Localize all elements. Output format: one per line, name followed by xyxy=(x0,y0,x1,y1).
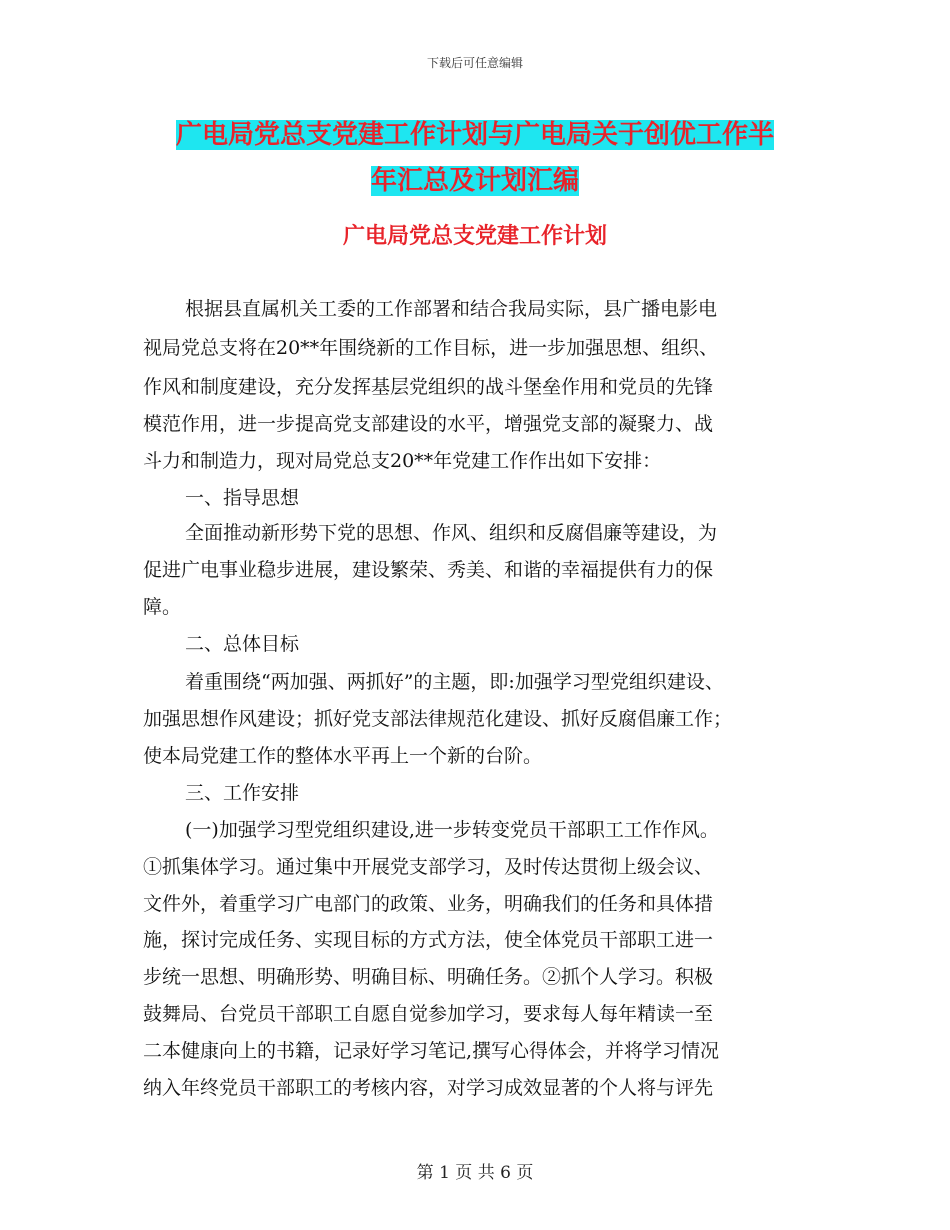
body-line: 障。 xyxy=(143,596,182,618)
heading-work-arrangement: 三、工作安排 xyxy=(185,782,300,804)
body-line: 文件外，着重学习广电部门的政策、业务，明确我们的任务和具体措 xyxy=(143,893,714,915)
document-title-line-1: 广电局党总支党建工作计划与广电局关于创优工作半 xyxy=(175,120,774,150)
body-line: 施，探讨完成任务、实现目标的方式方法，使全体党员干部职工进一 xyxy=(143,929,714,951)
header-note: 下载后可任意编辑 xyxy=(426,56,523,70)
body-line: 使本局党建工作的整体水平再上一个新的台阶。 xyxy=(143,745,543,767)
body-line: (一)加强学习型党组织建设,进一步转变党员干部职工工作作风。 xyxy=(185,819,719,841)
body-line: 二本健康向上的书籍，记录好学习笔记,撰写心得体会，并将学习情况 xyxy=(143,1040,720,1062)
body-line: 斗力和制造力，现对局党总支20**年党建工作作出如下安排： xyxy=(143,450,662,472)
body-line: ①抓集体学习。通过集中开展党支部学习，及时传达贯彻上级会议、 xyxy=(143,856,714,878)
body-line: 根据县直属机关工委的工作部署和结合我局实际，县广播电影电 xyxy=(185,298,718,320)
body-line: 纳入年终党员干部职工的考核内容，对学习成效显著的个人将与评先 xyxy=(143,1077,714,1099)
body-line: 促进广电事业稳步进展，建设繁荣、秀美、和谐的幸福提供有力的保 xyxy=(143,559,714,581)
body-line: 作风和制度建设，充分发挥基层党组织的战斗堡垒作用和党员的先锋 xyxy=(143,376,714,398)
body-line: 加强思想作风建设；抓好党支部法律规范化建设、抓好反腐倡廉工作； xyxy=(143,708,733,730)
body-line: 着重围绕“两加强、两抓好”的主题，即:加强学习型党组织建设、 xyxy=(185,671,724,693)
section-title: 广电局党总支党建工作计划 xyxy=(342,223,607,249)
document-title-line-2: 年汇总及计划汇编 xyxy=(370,166,579,196)
body-line: 全面推动新形势下党的思想、作风、组织和反腐倡廉等建设，为 xyxy=(185,522,718,544)
heading-guiding-thought: 一、指导思想 xyxy=(185,487,300,509)
body-line: 鼓舞局、台党员干部职工自愿自觉参加学习，要求每人每年精读一至 xyxy=(143,1003,714,1025)
body-line: 视局党总支将在20**年围绕新的工作目标，进一步加强思想、组织、 xyxy=(143,337,719,359)
body-line: 模范作用，进一步提高党支部建设的水平，增强党支部的凝聚力、战 xyxy=(143,413,714,435)
body-line: 步统一思想、明确形势、明确目标、明确任务。②抓个人学习。积极 xyxy=(143,966,714,988)
document-title xyxy=(0,112,950,204)
heading-overall-goal: 二、总体目标 xyxy=(185,633,300,655)
page-number-footer: 第 1 页 共 6 页 xyxy=(416,1163,534,1183)
